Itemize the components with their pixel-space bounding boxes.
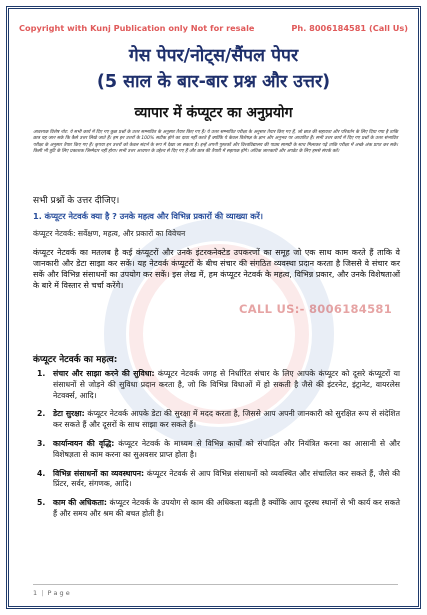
list-item-text: कंप्यूटर नेटवर्क आपके डेटा की सुरक्षा में मदद करता है, जिससे आप अपनी जानकारी को सुरक्षित रूप से संदेशित कर सकते हैं और दूसरों के साथ साझा कर सकते हैं। xyxy=(53,409,400,430)
footer-divider xyxy=(33,584,398,585)
list-item-title: विभिन्न संसाधनों का व्यवस्थापन: xyxy=(53,468,145,478)
document-title xyxy=(9,43,418,95)
footer-separator: | xyxy=(41,589,44,597)
page-label: P a g e xyxy=(47,589,70,597)
list-item xyxy=(33,498,400,520)
list-item-text: कंप्यूटर नेटवर्क के उपयोग से काम की अधिकता बढ़ती है क्योंकि आप दूरस्थ स्थानों से भी कार्य कर सकते हैं और समय और श्रम की बचत होती है। xyxy=(53,498,401,518)
subject-heading: व्यापार में कंप्यूटर का अनुप्रयोग xyxy=(134,105,293,121)
list-item xyxy=(33,409,400,431)
instruction-text: सभी प्रश्नों के उत्तर दीजिए। xyxy=(33,196,120,206)
section-heading: कंप्यूटर नेटवर्क का महत्व: xyxy=(33,355,118,365)
list-number: 5. xyxy=(37,498,46,508)
list-number: 3. xyxy=(37,438,46,448)
list-item-text: कंप्यूटर नेटवर्क जगह से निर्धारित संचार के लिए आपके कंप्यूटर को दूसरे कंप्यूटरों या संसाधनों से जोड़ने की सुविधा प्रदान करता है, जो कि विभिन्न विधाओं में हो सकती है जैसे की इंटरनेट, इंट्रानेट, वायरलेस नेटवर्क्स, आदि। xyxy=(53,369,400,400)
page-frame xyxy=(6,6,421,609)
question-heading: 1. कंप्यूटर नेटवर्क क्या है ? उनके महत्व और विभिन्न प्रकारों की व्याख्या करें। xyxy=(33,211,263,221)
list-number: 4. xyxy=(37,468,46,478)
title-line-1: गेस पेपर/नोट्स/सैंपल पेपर xyxy=(128,46,299,66)
title-line-2: (5 साल के बार-बार प्रश्न और उत्तर) xyxy=(96,72,331,92)
list-item-text: कंप्यूटर नेटवर्क के माध्यम से विभिन्न कार्यों को संपादित और नियंत्रित करना का आसानी से और विशेषज्ञता से काम करना का सुअवसर प्राप्त होता है। xyxy=(53,438,401,459)
list-item xyxy=(33,439,400,461)
intro-note: आवश्यक विशेष नोट: ये सभी कार्य में दिए गए कुछ प्रश्नों के उत्तर सम्भावित के अनुसार तैयार किए गए हैं। ये उत्तर सम्भावित परीक्षा के अनुसार तैयार किए गए हैं, जो छात्र की सहायता और परिवर्तन के लिए दिया गया है ताकि छात्र यह जान सके कि कैसे उत्तर लिखे जाते हैं। हम इन उत्तरों के 100% सटीक होने का दावा नहीं करते हैं क्योंकि ये केवल विशेषज्ञ के ज्ञान और अनुभव पर आधारित हैं। सभी उत्तर कार्य में दिए गए प्रश्नों के उत्तर संभावित परीक्षा के अनुसार तैयार किए गए हैं। कृपया इन उत्तरों को केवल संदर्भ के रूप में देखा जा सकता है। इन्हें अपनी पुस्तकों और विश्वविद्यालय की पाठ्य सामग्री के साथ मिलाकर पढ़ें ताकि परीक्षा में अच्छे अंक प्राप्त कर सकें। किसी भी त्रुटि के लिए प्रकाशक जिम्मेदार नहीं होगा। सभी उत्तर अध्ययन के उद्देश्य से दिए गए हैं और छात्र की तैयारी में सहायक होंगे। अधिक जानकारी और अपडेट के लिए हमसे संपर्क करें। xyxy=(33,130,398,154)
importance-list xyxy=(33,369,400,528)
list-item-title: डेटा सुरक्षा: xyxy=(53,409,85,419)
watermark-phone: CALL US:- 8006184581 xyxy=(239,302,393,316)
list-item-title: कार्यान्वयन की वृद्धि: xyxy=(53,438,115,448)
copyright-header xyxy=(19,23,408,33)
list-number: 1. xyxy=(37,369,46,378)
list-item-title: काम की अधिकता: xyxy=(53,498,107,508)
page-number: 1 xyxy=(33,589,38,597)
body-paragraph: कंप्यूटर नेटवर्क का मतलब है कई कंप्यूटरों और उनके इंटरकनेक्टेड उपकरणों का समूह जो एक साथ काम करते हैं ताकि वे जानकारी और डेटा साझा कर सकें। यह नेटवर्क कंप्यूटरों के बीच संचार की संगठित व्यवस्था प्रदान करता है जिससे वे संचार कर सकें और विभिन्न संसाधनों का उपयोग कर सकें। इस लेख में, हम कंप्यूटर नेटवर्क के महत्व, विभिन्न प्रकार, और उनके विशेषताओं के बारे में विस्तार से चर्चा करेंगे। xyxy=(33,248,400,290)
header-phone: Ph. 8006184581 (Call Us) xyxy=(291,23,408,33)
list-item xyxy=(33,369,400,401)
list-number: 2. xyxy=(37,409,46,419)
topics-line: कंप्यूटर नेटवर्क: सर्वेक्षण, महत्व, और प्रकारों का विवेचन xyxy=(33,229,186,238)
list-item xyxy=(33,469,400,491)
copyright-text: Copyright with Kunj Publication only Not for resale xyxy=(19,23,255,33)
list-item-title: संचार और साझा करने की सुविधा: xyxy=(53,369,155,378)
list-item-text: कंप्यूटर नेटवर्क से आप विभिन्न संसाधनों को व्यवस्थित और संचालित कर सकते हैं, जैसे की प्रिंटर, सर्वर, संगणक, आदि। xyxy=(53,468,400,489)
page-footer xyxy=(33,589,70,597)
